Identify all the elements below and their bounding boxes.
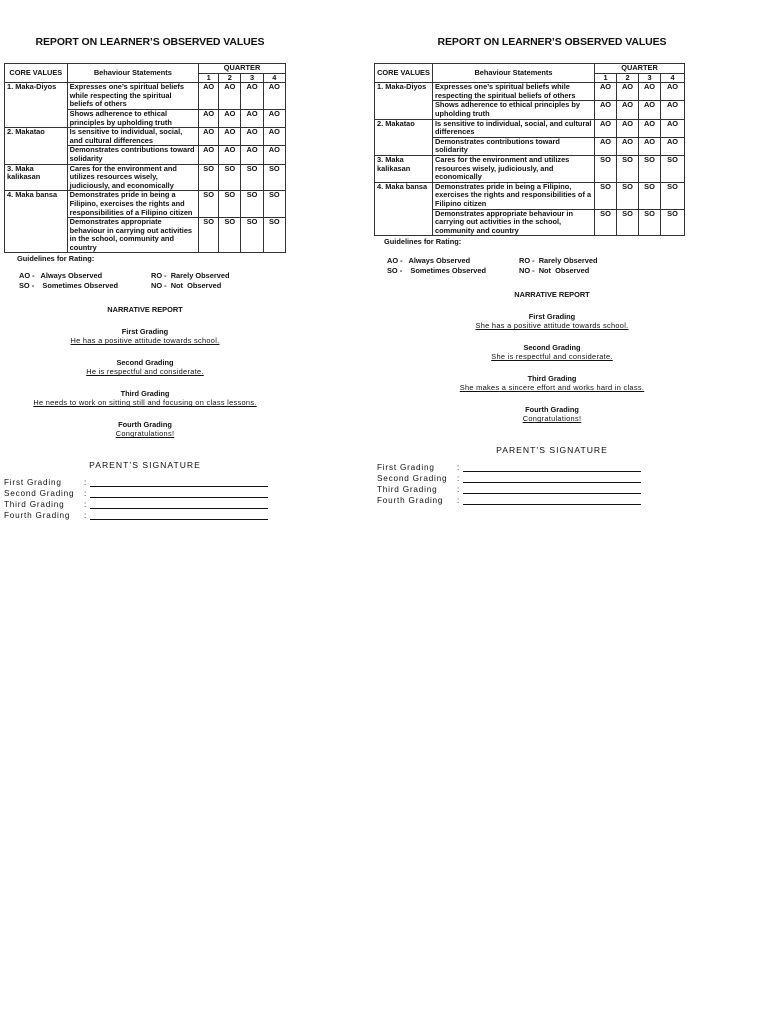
behaviour-statement: Demonstrates contributions toward solidarity (67, 146, 198, 164)
rating: AO (639, 83, 661, 101)
signature-section (4, 476, 286, 520)
rating: AO (219, 83, 241, 110)
colon: : (457, 485, 461, 495)
quarter-number: 1 (595, 73, 617, 83)
rating: AO (199, 128, 219, 146)
rating: AO (639, 119, 661, 137)
rating: AO (595, 137, 617, 155)
core-value: 4. Maka bansa (375, 182, 433, 236)
signature-line[interactable] (90, 489, 268, 498)
table-row (5, 83, 286, 110)
signature-line[interactable] (90, 478, 268, 487)
rating: AO (219, 128, 241, 146)
values-table (374, 63, 685, 236)
behaviour-statement: Shows adherence to ethical principles by upholding truth (67, 109, 198, 127)
rating: SO (199, 191, 219, 218)
quarter-number: 3 (241, 73, 263, 83)
rating: AO (639, 101, 661, 119)
colon: : (457, 463, 461, 473)
guidelines-title: Guidelines for Rating: (384, 237, 462, 247)
core-values-header: CORE VALUES (375, 64, 433, 83)
rating: AO (263, 146, 285, 164)
quarter-number: 2 (219, 73, 241, 83)
behaviour-statement: Demonstrates pride in being a Filipino, exercises the rights and responsibilities of a Filipino citizen (67, 191, 198, 218)
rating: AO (219, 109, 241, 127)
rating: SO (661, 209, 685, 236)
colon: : (84, 478, 88, 488)
signature-label: Fourth Grading (377, 496, 444, 506)
rating: SO (241, 218, 263, 253)
rating: AO (639, 137, 661, 155)
guideline-item: NO - Not Observed (519, 265, 590, 275)
table-row (5, 164, 286, 191)
guidelines-legend (387, 256, 684, 275)
behaviour-statement: Is sensitive to individual, social, and cultural differences (67, 128, 198, 146)
table-row (375, 83, 685, 101)
rating: SO (199, 164, 219, 191)
behaviour-statement: Shows adherence to ethical principles by upholding truth (433, 101, 595, 119)
rating: SO (263, 164, 285, 191)
core-values-header: CORE VALUES (5, 64, 68, 83)
rating: AO (661, 137, 685, 155)
rating: SO (617, 182, 639, 209)
table-row (375, 155, 685, 182)
narrative-heading: Third Grading (120, 389, 170, 399)
guideline-item: AO - Always Observed (387, 256, 471, 266)
signature-row (4, 476, 286, 487)
report-card-left (4, 36, 286, 520)
rating: AO (617, 137, 639, 155)
quarter-number: 4 (263, 73, 285, 83)
core-value: 3. Maka kalikasan (375, 155, 433, 182)
signature-row (377, 483, 684, 494)
narrative-heading: Fourth Grading (525, 405, 579, 415)
rating: AO (617, 101, 639, 119)
behaviour-statement: Cares for the environment and utilizes resources wisely, judiciously, and economically (433, 155, 595, 182)
rating: AO (199, 83, 219, 110)
signature-label: Second Grading (4, 489, 75, 499)
rating: SO (219, 164, 241, 191)
rating: AO (595, 101, 617, 119)
rating: AO (661, 119, 685, 137)
rating: SO (595, 155, 617, 182)
narrative-text: She has a positive attitude towards school. (475, 321, 629, 331)
narrative-text: Congratulations! (115, 429, 175, 439)
rating: AO (199, 109, 219, 127)
signature-label: First Grading (4, 478, 62, 488)
core-value: 3. Maka kalikasan (5, 164, 68, 191)
rating: SO (617, 155, 639, 182)
behaviour-statement: Cares for the environment and utilizes resources wisely, judiciously, and economically (67, 164, 198, 191)
values-table (4, 63, 286, 253)
rating: SO (661, 155, 685, 182)
signature-row (377, 494, 684, 505)
rating: AO (241, 146, 263, 164)
narrative-report (4, 305, 286, 438)
rating: SO (263, 218, 285, 253)
table-row (5, 191, 286, 218)
colon: : (84, 511, 88, 521)
signature-label: Third Grading (4, 500, 65, 510)
signature-line[interactable] (463, 485, 641, 494)
rating: AO (241, 109, 263, 127)
quarter-number: 2 (617, 73, 639, 83)
rating: AO (241, 128, 263, 146)
core-value: 1. Maka-Diyos (375, 83, 433, 119)
behaviour-statement: Expresses one’s spiritual beliefs while respecting the spiritual beliefs of others (67, 83, 198, 110)
colon: : (84, 500, 88, 510)
guideline-item: RO - Rarely Observed (151, 271, 230, 281)
behaviour-statement: Demonstrates contributions toward solidarity (433, 137, 595, 155)
narrative-text: She is respectful and considerate. (491, 352, 613, 362)
core-value: 2. Makatao (375, 119, 433, 155)
signature-section (377, 461, 684, 505)
rating: SO (639, 209, 661, 236)
narrative-heading: Third Grading (527, 374, 577, 384)
colon: : (457, 496, 461, 506)
behaviour-statement: Demonstrates pride in being a Filipino, exercises the rights and responsibilities of a Filipino citizen (433, 182, 595, 209)
narrative-report (374, 290, 730, 423)
signature-line[interactable] (463, 474, 641, 483)
signature-label: Fourth Grading (4, 511, 71, 521)
guidelines-legend (19, 271, 286, 290)
rating: SO (639, 155, 661, 182)
rating: AO (595, 119, 617, 137)
narrative-heading: Second Grading (116, 358, 174, 368)
narrative-heading: First Grading (121, 327, 169, 337)
narrative-heading: Fourth Grading (118, 420, 172, 430)
guideline-item: RO - Rarely Observed (519, 256, 598, 266)
signature-title: PARENT’S SIGNATURE (89, 460, 201, 471)
signature-title: PARENT’S SIGNATURE (496, 445, 608, 456)
behaviour-statement: Is sensitive to individual, social, and cultural differences (433, 119, 595, 137)
rating: AO (661, 83, 685, 101)
rating: SO (219, 218, 241, 253)
rating: SO (639, 182, 661, 209)
signature-row (4, 509, 286, 520)
rating: SO (241, 164, 263, 191)
guideline-item: SO - Sometimes Observed (19, 280, 118, 290)
quarter-header: QUARTER (595, 64, 685, 74)
table-row (5, 128, 286, 146)
core-value: 4. Maka bansa (5, 191, 68, 253)
guidelines-title: Guidelines for Rating: (17, 254, 95, 264)
rating: SO (219, 191, 241, 218)
signature-label: Third Grading (377, 485, 438, 495)
rating: AO (595, 83, 617, 101)
rating: AO (617, 83, 639, 101)
rating: SO (199, 218, 219, 253)
narrative-text: He has a positive attitude towards school. (70, 336, 220, 346)
narrative-title: NARRATIVE REPORT (107, 305, 183, 315)
rating: SO (595, 182, 617, 209)
rating: SO (617, 209, 639, 236)
core-value: 2. Makatao (5, 128, 68, 164)
quarter-number: 1 (199, 73, 219, 83)
signature-row (4, 498, 286, 509)
behaviour-statement: Demonstrates appropriate behaviour in carrying out activities in the school, community and country (67, 218, 198, 253)
narrative-title: NARRATIVE REPORT (514, 290, 590, 300)
rating: SO (661, 182, 685, 209)
colon: : (457, 474, 461, 484)
rating: AO (199, 146, 219, 164)
report-title: REPORT ON LEARNER’S OBSERVED VALUES (35, 36, 265, 48)
guideline-item: AO - Always Observed (19, 271, 103, 281)
colon: : (84, 489, 88, 499)
quarter-number: 3 (639, 73, 661, 83)
rating: SO (595, 209, 617, 236)
signature-line[interactable] (463, 496, 641, 505)
signature-row (377, 472, 684, 483)
signature-label: First Grading (377, 463, 435, 473)
report-card-right (374, 36, 684, 505)
table-row (375, 182, 685, 209)
signature-row (4, 487, 286, 498)
narrative-text: She makes a sincere effort and works hard in class. (459, 383, 645, 393)
guideline-item: SO - Sometimes Observed (387, 265, 486, 275)
narrative-heading: Second Grading (523, 343, 581, 353)
rating: AO (241, 83, 263, 110)
rating: AO (219, 146, 241, 164)
behaviour-header: Behaviour Statements (433, 64, 595, 83)
core-value: 1. Maka-Diyos (5, 83, 68, 128)
signature-line[interactable] (463, 463, 641, 472)
narrative-text: He needs to work on sitting still and focusing on class lessons. (33, 398, 257, 408)
signature-label: Second Grading (377, 474, 448, 484)
rating: SO (241, 191, 263, 218)
table-row (375, 119, 685, 137)
behaviour-statement: Demonstrates appropriate behaviour in carrying out activities in the school, community and country (433, 209, 595, 236)
signature-line[interactable] (90, 500, 268, 509)
rating: AO (263, 128, 285, 146)
rating: AO (263, 109, 285, 127)
quarter-header: QUARTER (199, 64, 286, 74)
signature-line[interactable] (90, 511, 268, 520)
rating: AO (263, 83, 285, 110)
signature-row (377, 461, 684, 472)
narrative-heading: First Grading (528, 312, 576, 322)
behaviour-statement: Expresses one’s spiritual beliefs while respecting the spiritual beliefs of others (433, 83, 595, 101)
rating: AO (661, 101, 685, 119)
rating: AO (617, 119, 639, 137)
quarter-number: 4 (661, 73, 685, 83)
behaviour-header: Behaviour Statements (67, 64, 198, 83)
rating: SO (263, 191, 285, 218)
narrative-text: Congratulations! (522, 414, 582, 424)
guideline-item: NO - Not Observed (151, 280, 222, 290)
narrative-text: He is respectful and considerate. (86, 367, 204, 377)
report-title: REPORT ON LEARNER’S OBSERVED VALUES (437, 36, 667, 48)
